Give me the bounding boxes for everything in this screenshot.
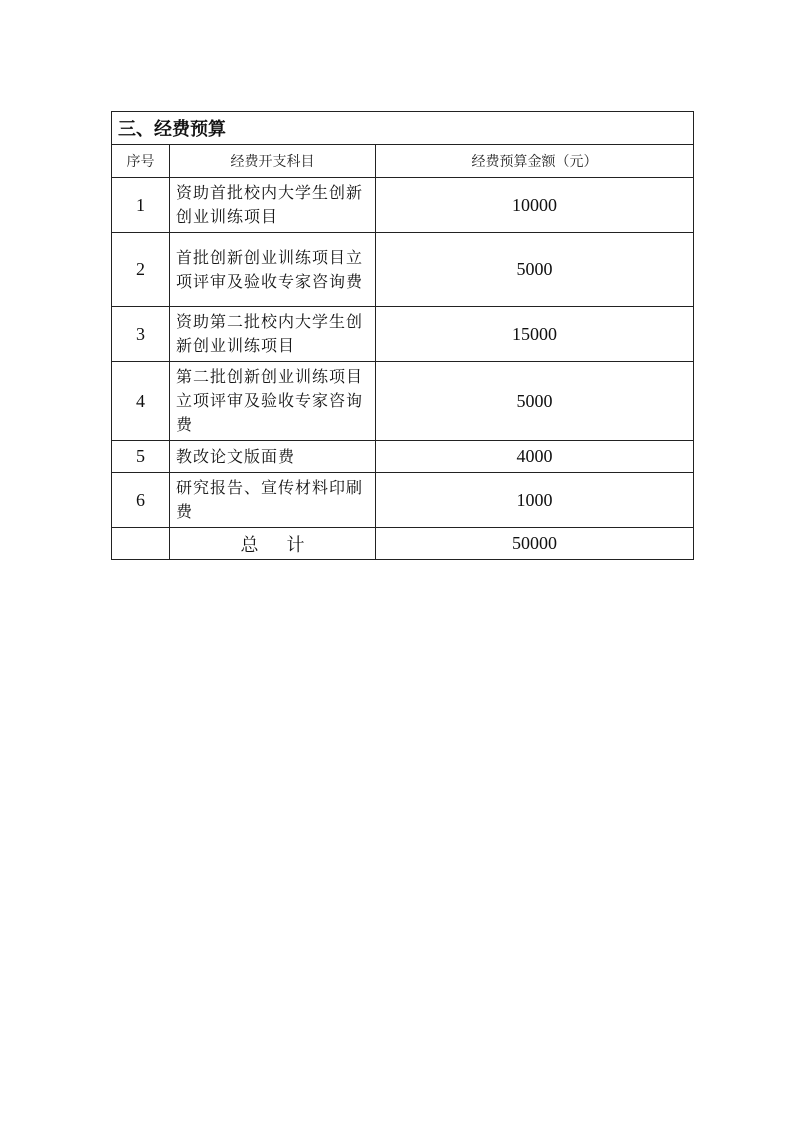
table-row	[112, 307, 694, 362]
row-item: 第二批创新创业训练项目立项评审及验收专家咨询费	[170, 362, 376, 441]
row-item: 首批创新创业训练项目立项评审及验收专家咨询费	[170, 233, 376, 307]
header-seq: 序号	[112, 145, 170, 178]
section-title: 三、经费预算	[112, 112, 694, 145]
total-empty-cell	[112, 528, 170, 560]
total-label: 总计	[240, 534, 333, 556]
total-amount: 50000	[376, 528, 694, 560]
row-seq: 1	[112, 178, 170, 233]
row-seq: 6	[112, 473, 170, 528]
row-seq: 5	[112, 441, 170, 473]
total-row	[112, 528, 694, 560]
row-seq: 2	[112, 233, 170, 307]
table-row	[112, 233, 694, 307]
row-amount: 5000	[376, 362, 694, 441]
row-amount: 15000	[376, 307, 694, 362]
row-item: 资助第二批校内大学生创新创业训练项目	[170, 307, 376, 362]
header-row	[112, 145, 694, 178]
table-row	[112, 441, 694, 473]
section-title-row	[112, 112, 694, 145]
header-amount: 经费预算金额（元）	[376, 145, 694, 178]
row-seq: 4	[112, 362, 170, 441]
table-row	[112, 178, 694, 233]
header-item: 经费开支科目	[170, 145, 376, 178]
table-row	[112, 362, 694, 441]
row-amount: 10000	[376, 178, 694, 233]
budget-table	[111, 111, 694, 560]
row-amount: 5000	[376, 233, 694, 307]
row-amount: 1000	[376, 473, 694, 528]
table-row	[112, 473, 694, 528]
row-amount: 4000	[376, 441, 694, 473]
row-item: 教改论文版面费	[170, 441, 376, 473]
row-seq: 3	[112, 307, 170, 362]
row-item: 研究报告、宣传材料印刷费	[170, 473, 376, 528]
total-label-cell	[170, 528, 376, 560]
row-item: 资助首批校内大学生创新创业训练项目	[170, 178, 376, 233]
